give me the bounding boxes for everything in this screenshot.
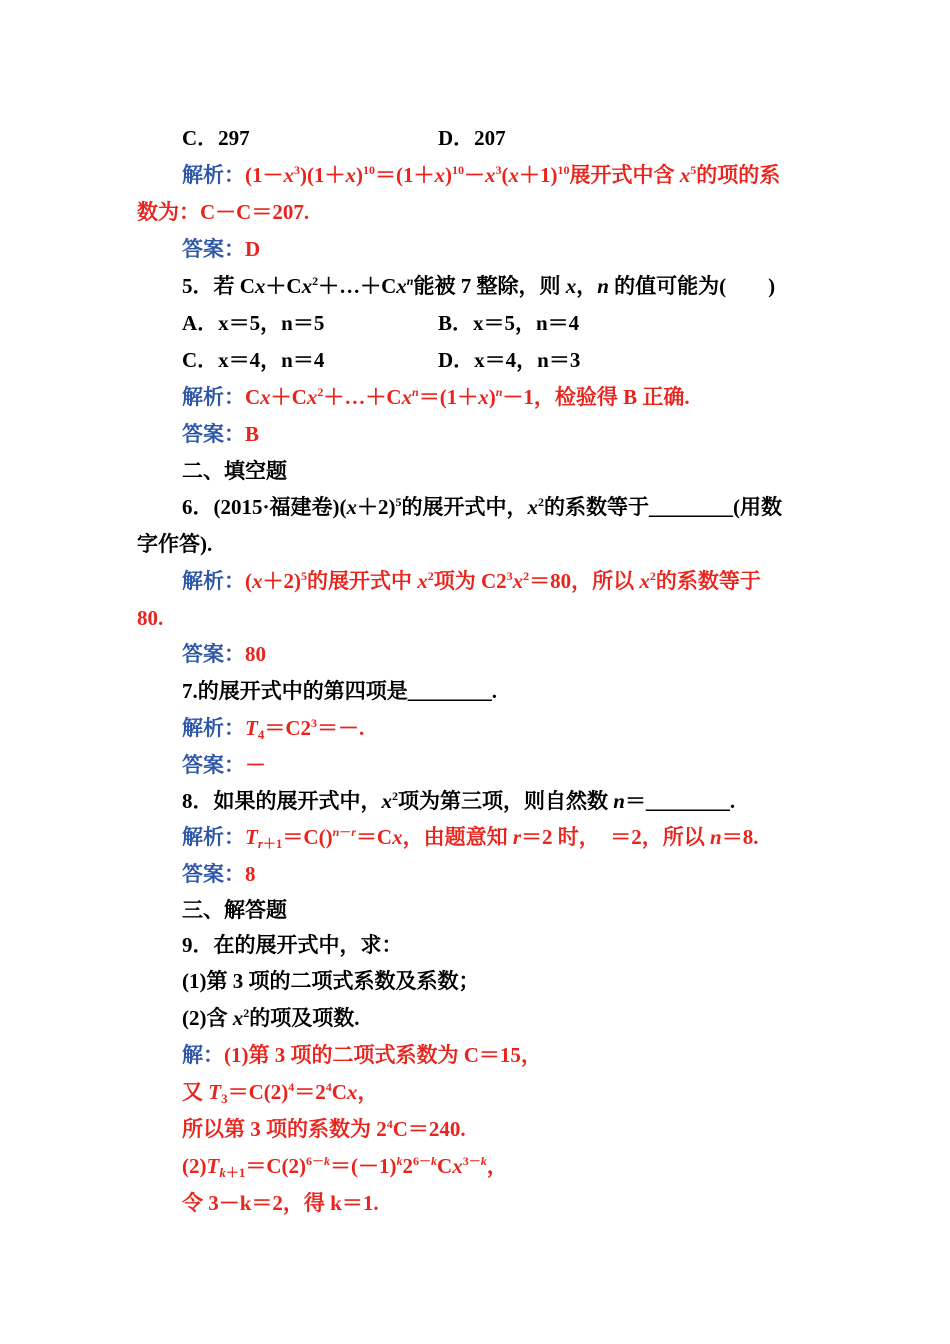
q4-answer (182, 236, 260, 262)
q6-answer-value: 80 (245, 642, 266, 666)
q4-answer-value: D (245, 237, 261, 261)
q5-choice-c: C．x＝4，n＝4 (182, 348, 325, 372)
q9-part1: (1)第 3 项的二项式系数及系数； (182, 969, 480, 993)
q8-solution-label: 解析： (182, 825, 245, 849)
q6-answer-label: 答案： (182, 642, 245, 666)
q9-solution-3: 所以第 3 项的系数为 $2^4C=240$. (182, 1117, 466, 1141)
q6-solution-label: 解析： (182, 569, 245, 593)
q9-solution-5: 令 3－k＝2，得 k＝1. (182, 1191, 379, 1215)
q7-question: 7.的展开式中的第四项是________. (182, 679, 497, 703)
q5-answer-label: 答案： (182, 422, 245, 446)
q8-answer-label: 答案： (182, 862, 245, 886)
q8-answer (182, 861, 256, 887)
section-answer-heading: 三、解答题 (182, 898, 287, 922)
q7-answer-label: 答案： (182, 753, 245, 777)
q5-choice-a: A．x＝5，n＝5 (182, 311, 325, 335)
q7-answer-value: － (245, 753, 266, 777)
q5-choice-d: D．x＝4，n＝3 (438, 348, 581, 372)
q4-solution-line2: 数为：C－C＝207. (137, 200, 310, 224)
q5-answer-value: B (245, 422, 260, 446)
q9-solution-1 (182, 1042, 542, 1068)
q6-solution: 解析：$(x+2)^5$的展开式中 $x^2$项为 $C2^3x^2=80$，所以 $x^2$的系数等于 (182, 569, 761, 593)
q5-question: 5．若 $Cx+Cx^2+\dots+Cx^n$能被 7 整除，则 x，n 的值可能为( ) (182, 274, 776, 298)
q9-solution-2: 又 $T_3=C(2)^4=2^4Cx$， (182, 1080, 379, 1106)
q7-solution: 解析：$T_4=C2^3=-$. (182, 716, 365, 742)
q6-solution-line2: 80. (137, 606, 164, 630)
q8-question: 8．如果的展开式中，$x^2$项为第三项，则自然数 n＝________. (182, 789, 736, 813)
q6-answer (182, 641, 266, 667)
q6-question-line2: 字作答). (137, 532, 213, 556)
q4-solution: 解析：$(1-x^3)(1+x)^{10}=(1+x)^{10}-x^3(x+1)^{10}$展开式中含 $x^5$的项的系 (182, 163, 781, 187)
q5-solution: 解析：$Cx+Cx^2+\dots+Cx^n=(1+x)^n-1$，检验得 B 正确. (182, 385, 690, 409)
q9-solution-1-text: (1)第 3 项的二项式系数为 C＝15， (224, 1043, 542, 1067)
q6-question: 6．(2015·福建卷)$(x+2)^5$的展开式中，$x^2$的系数等于________(用数 (182, 495, 782, 519)
q4-option-d: D．207 (438, 126, 506, 150)
q5-choice-b: B．x＝5，n＝4 (438, 311, 580, 335)
section-fill-in-heading: 二、填空题 (182, 459, 287, 483)
q9-solution-4: $(2)T_{k+1}=C(2)^{6-k}=(-1)^k2^{6-k}Cx^{3-k}$， (182, 1154, 508, 1180)
q4-options (182, 125, 250, 151)
q9-solution-label: 解： (182, 1043, 224, 1067)
q9-question: 9．在的展开式中，求： (182, 933, 403, 957)
q5-solution-label: 解析： (182, 385, 245, 409)
q4-option-c: C．297 (182, 126, 250, 150)
q7-answer (182, 752, 266, 778)
q7-solution-label: 解析： (182, 716, 245, 740)
q4-answer-label: 答案： (182, 237, 245, 261)
q9-part2: (2)含 $x^2$的项及项数. (182, 1006, 360, 1030)
q8-answer-value: 8 (245, 862, 256, 886)
q4-solution-label: 解析： (182, 163, 245, 187)
q5-answer (182, 421, 259, 447)
q8-solution: 解析：$T_{r+1}=C()^{n-r}=Cx$，由题意知 r＝2 时， ＝2，所以 n＝8. (182, 825, 759, 851)
